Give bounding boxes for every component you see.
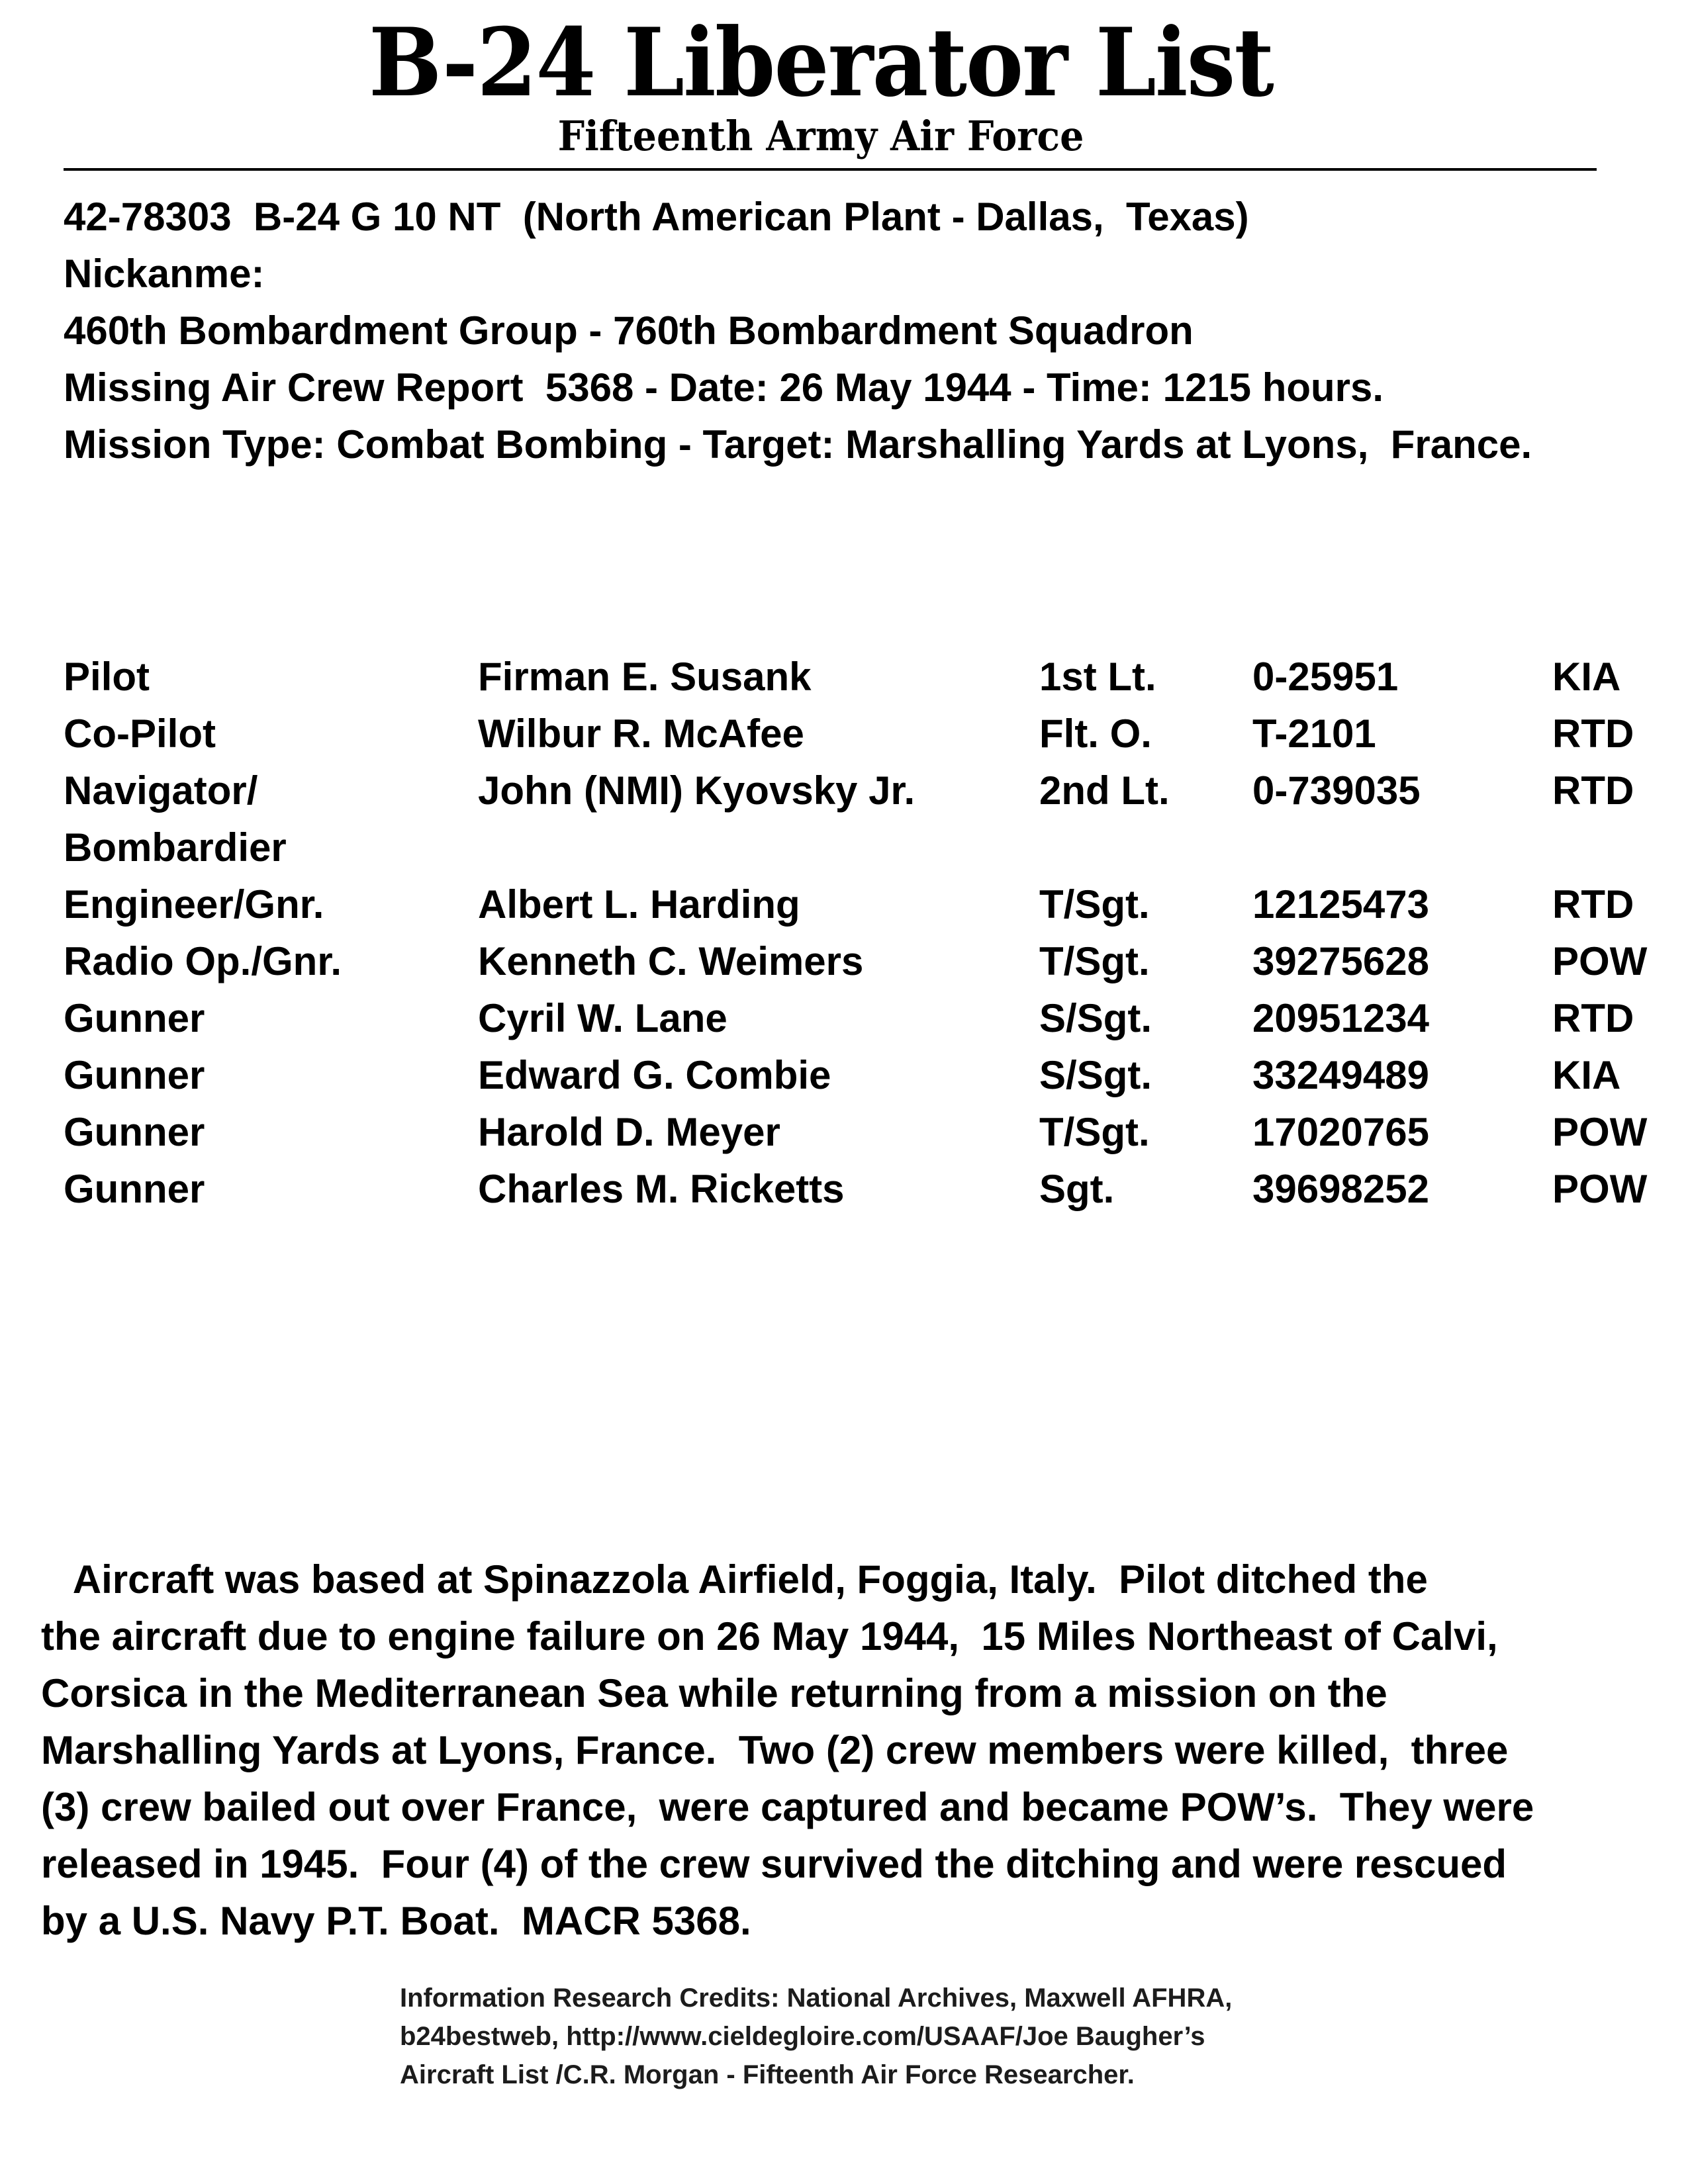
crew-name: Charles M. Ricketts — [478, 1167, 845, 1211]
crew-role: Gunner — [64, 996, 205, 1040]
crew-role: Navigator/ Bombardier — [64, 768, 287, 870]
table-row — [64, 1047, 1671, 1104]
table-row — [64, 649, 1671, 705]
crew-status: POW — [1552, 939, 1648, 983]
crew-rank: S/Sgt. — [1039, 996, 1152, 1040]
crew-status: POW — [1552, 1110, 1648, 1154]
crew-table — [64, 649, 1671, 1218]
crew-role: Gunner — [64, 1167, 205, 1211]
table-row — [64, 933, 1671, 990]
crew-rank: Sgt. — [1039, 1167, 1115, 1211]
crew-serial: 12125473 — [1252, 882, 1429, 927]
crew-rank: 2nd Lt. — [1039, 768, 1170, 813]
narrative-line: the aircraft due to engine failure on 26 May 1944, 15 Miles Northeast of Calvi, — [41, 1614, 1498, 1659]
table-row — [64, 876, 1671, 933]
crew-status: RTD — [1552, 882, 1634, 927]
crew-name: Edward G. Combie — [478, 1053, 831, 1097]
table-row — [64, 1161, 1671, 1218]
crew-name: Albert L. Harding — [478, 882, 800, 927]
aircraft-unit-line: 460th Bombardment Group - 760th Bombardment Squadron — [64, 308, 1194, 353]
crew-status: POW — [1552, 1167, 1648, 1211]
crew-role: Co-Pilot — [64, 711, 216, 756]
crew-rank: S/Sgt. — [1039, 1053, 1152, 1097]
table-row — [64, 1104, 1671, 1161]
table-row — [64, 762, 1671, 876]
table-row — [64, 990, 1671, 1047]
crew-serial: 33249489 — [1252, 1053, 1429, 1097]
aircraft-info — [64, 189, 1532, 473]
crew-role: Radio Op./Gnr. — [64, 939, 342, 983]
credits-line: Information Research Credits: National Archives, Maxwell AFHRA, — [400, 1983, 1233, 2013]
crew-serial: 39698252 — [1252, 1167, 1429, 1211]
narrative-paragraph — [41, 1551, 1630, 1950]
crew-status: KIA — [1552, 655, 1621, 699]
crew-status: RTD — [1552, 711, 1634, 756]
crew-status: RTD — [1552, 996, 1634, 1040]
crew-status: RTD — [1552, 768, 1634, 813]
credits-line: b24bestweb, http://www.cieldegloire.com/USAAF/Joe Baugher’s — [400, 2022, 1205, 2051]
crew-name: Harold D. Meyer — [478, 1110, 780, 1154]
crew-rank: T/Sgt. — [1039, 939, 1150, 983]
crew-role: Pilot — [64, 655, 150, 699]
crew-name: Firman E. Susank — [478, 655, 812, 699]
credits-line: Aircraft List /C.R. Morgan - Fifteenth Air Force Researcher. — [400, 2060, 1135, 2089]
crew-serial: 0-25951 — [1252, 655, 1399, 699]
narrative-line: Aircraft was based at Spinazzola Airfield, Foggia, Italy. Pilot ditched the — [41, 1557, 1428, 1602]
narrative-line: Corsica in the Mediterranean Sea while returning from a mission on the — [41, 1671, 1387, 1715]
crew-rank: T/Sgt. — [1039, 882, 1150, 927]
crew-rank: 1st Lt. — [1039, 655, 1156, 699]
page-subtitle: Fifteenth Army Air Force — [557, 112, 1084, 160]
crew-serial: 20951234 — [1252, 996, 1429, 1040]
aircraft-nickname-line: Nickanme: — [64, 251, 265, 296]
narrative-line: (3) crew bailed out over France, were captured and became POW’s. They were — [41, 1785, 1534, 1829]
crew-serial: T-2101 — [1252, 711, 1376, 756]
crew-role: Engineer/Gnr. — [64, 882, 324, 927]
crew-serial: 39275628 — [1252, 939, 1429, 983]
aircraft-serial-line: 42-78303 B-24 G 10 NT (North American Plant - Dallas, Texas) — [64, 195, 1249, 239]
crew-role: Gunner — [64, 1110, 205, 1154]
crew-status: KIA — [1552, 1053, 1621, 1097]
table-row — [64, 705, 1671, 762]
title-divider — [64, 168, 1597, 171]
crew-name: Kenneth C. Weimers — [478, 939, 864, 983]
crew-rank: T/Sgt. — [1039, 1110, 1150, 1154]
research-credits — [400, 1979, 1232, 2094]
crew-role: Gunner — [64, 1053, 205, 1097]
page-title: B-24 Liberator List — [369, 8, 1273, 118]
crew-rank: Flt. O. — [1039, 711, 1152, 756]
aircraft-macr-line: Missing Air Crew Report 5368 - Date: 26 May 1944 - Time: 1215 hours. — [64, 365, 1384, 410]
narrative-line: released in 1945. Four (4) of the crew survived the ditching and were rescued — [41, 1842, 1507, 1886]
crew-serial: 17020765 — [1252, 1110, 1429, 1154]
narrative-line: by a U.S. Navy P.T. Boat. MACR 5368. — [41, 1899, 751, 1943]
crew-serial: 0-739035 — [1252, 768, 1421, 813]
aircraft-mission-line: Mission Type: Combat Bombing - Target: Marshalling Yards at Lyons, France. — [64, 422, 1532, 467]
narrative-line: Marshalling Yards at Lyons, France. Two (2) crew members were killed, three — [41, 1728, 1509, 1772]
crew-name: Wilbur R. McAfee — [478, 711, 804, 756]
crew-name: John (NMI) Kyovsky Jr. — [478, 768, 915, 813]
crew-name: Cyril W. Lane — [478, 996, 727, 1040]
